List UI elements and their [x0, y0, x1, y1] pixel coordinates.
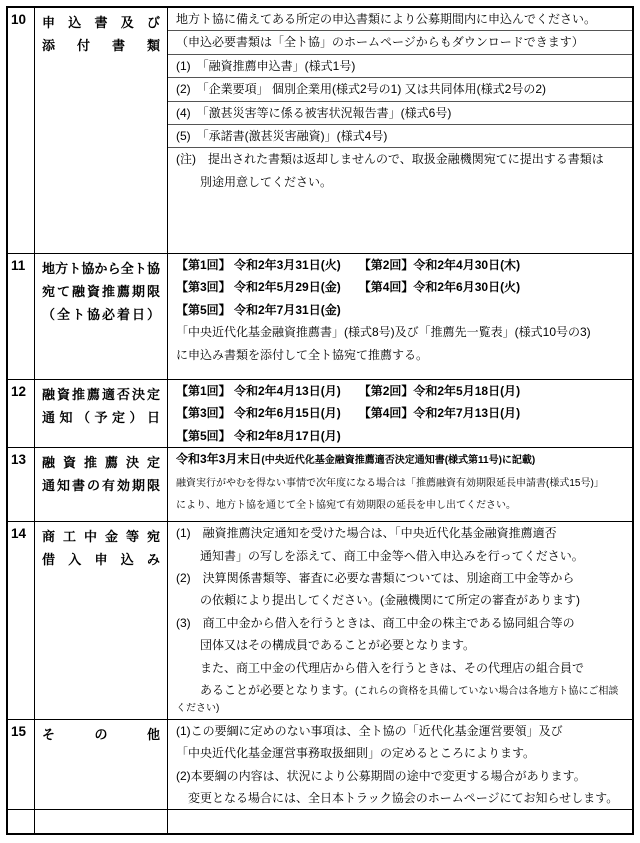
text-segment: 融資実行がやむを得ない事情で次年度になる場合は「推薦融資有効期限延長申請書(様式15号)」: [176, 477, 604, 489]
text-segment: (5) 「承諾書(激甚災害融資)」(様式4号): [176, 128, 388, 143]
text-segment: 団体又はその構成員であることが必要となります。: [176, 638, 476, 653]
text-segment: (2) 「企業要項」 個別企業用(様式2号の1) 又は共同体用(様式2号の2): [176, 82, 547, 97]
text-segment: また、商工中金の代理店から借入を行うときは、その代理店の組合員で: [176, 660, 585, 675]
text-segment: (2)本要綱の内容は、状況により公募期間の途中で変更する場合があります。: [176, 768, 586, 783]
text-segment: 「中央近代化基金融資推薦書」(様式8号)及び「推薦先一覧表」(様式10号の3): [176, 325, 591, 340]
row-label: [35, 448, 168, 521]
row-number: 11: [8, 254, 35, 379]
content-line: [168, 471, 632, 494]
row-label: [35, 810, 168, 833]
row-label-line: 通知書の有効期限: [42, 477, 160, 493]
row-content: [168, 810, 632, 833]
text-segment: (これらの資格を具備していない場合は各地方ト協にご相談ください): [176, 685, 619, 715]
application-table: [6, 6, 634, 835]
content-line: [168, 425, 632, 447]
text-segment: 通知書」の写しを添えて、商工中金等へ借入申込みを行ってください。: [176, 548, 584, 563]
row-label-line: 融資推薦決定: [42, 455, 160, 471]
row-number: 15: [8, 720, 35, 810]
content-line: [168, 612, 632, 634]
text-segment: あることが必要となります。: [176, 682, 356, 697]
table-row: [8, 379, 632, 447]
row-number: 12: [8, 380, 35, 447]
content-line: [168, 276, 632, 298]
text-segment: (1) 「融資推薦申込書」(様式1号): [176, 58, 356, 73]
text-segment: (中央近代化基金融資推薦適否決定通知書(様式第11号)に記載): [261, 455, 536, 467]
content-line: [168, 720, 632, 742]
content-line: [168, 8, 632, 31]
row-label-line: 通知（予定）日: [42, 409, 160, 425]
row-label: [35, 720, 168, 810]
row-label: [35, 8, 168, 253]
text-segment: 【第5回】 令和2年8月17日(月): [176, 428, 341, 443]
content-line: [168, 567, 632, 589]
row-label: [35, 522, 168, 719]
row-content: [168, 522, 632, 719]
table-row: [8, 521, 632, 719]
content-line: [168, 522, 632, 544]
text-segment: 【第1回】 令和2年4月13日(月) 【第2回】令和2年5月18日(月): [176, 384, 521, 398]
table-row: [8, 809, 632, 833]
row-label-line: その他: [42, 726, 160, 742]
text-segment: (4) 「激甚災害等に係る被害状況報告書」(様式6号): [176, 105, 452, 120]
content-line: [168, 148, 632, 170]
content-line: [168, 78, 632, 101]
content-line: [168, 102, 632, 125]
row-label-line: 申込書及び: [42, 15, 160, 30]
row-label-line: （全ト協必着日）: [42, 306, 160, 322]
text-segment: 【第5回】 令和2年7月31日(金): [176, 302, 341, 317]
row-number: 13: [8, 448, 35, 521]
text-segment: 【第1回】 令和2年3月31日(火) 【第2回】令和2年4月30日(木): [176, 258, 521, 272]
row-content: [168, 380, 632, 447]
text-segment: 変更となる場合には、全日本トラック協会のホームページにてお知らせします。: [176, 791, 619, 806]
text-segment: 【第3回】 令和2年6月15日(月) 【第4回】令和2年7月13日(月): [176, 406, 521, 421]
row-label-line: 地方ト協から全ト協: [42, 261, 160, 276]
row-label-line: 融資推薦適否決定: [42, 387, 160, 402]
content-line: [168, 344, 632, 366]
content-line: [168, 380, 632, 402]
table-row: [8, 253, 632, 379]
content-line: [168, 493, 632, 516]
row-content: [168, 8, 632, 253]
text-segment: の依頼により提出してください。(金融機関にて所定の審査があります): [176, 593, 580, 608]
content-line: [168, 299, 632, 321]
text-segment: に申込み書類を添付して全ト協宛て推薦する。: [176, 347, 429, 362]
content-line: [168, 787, 632, 809]
content-line: [168, 545, 632, 567]
table-row: [8, 447, 632, 521]
text-segment: (1) 融資推薦決定通知を受けた場合は、「中央近代化基金融資推薦適否: [176, 526, 557, 541]
text-segment: 令和3年3月末日: [176, 452, 262, 467]
content-line: [168, 657, 632, 679]
text-segment: 「中央近代化基金運営事務取扱細則」の定めるところによります。: [176, 746, 536, 761]
row-content: [168, 720, 632, 810]
row-number: [8, 810, 35, 833]
content-line: [168, 125, 632, 148]
table-row: [8, 8, 632, 253]
row-label-line: 商工中金等宛: [42, 529, 160, 545]
content-line: [168, 679, 632, 719]
row-number: 14: [8, 522, 35, 719]
row-label-line: 添付書類: [42, 37, 160, 53]
text-segment: (2) 決算関係書類等、審査に必要な書類については、別途商工中金等から: [176, 570, 575, 585]
content-line: [168, 448, 632, 471]
row-label-line: 借入申込み: [42, 551, 160, 567]
content-line: [168, 402, 632, 424]
row-label: [35, 254, 168, 379]
content-line: [168, 765, 632, 787]
content-line: [168, 634, 632, 656]
content-line: [168, 254, 632, 276]
text-segment: （申込必要書類は「全ト協」のホームページからもダウンロードできます）: [176, 35, 584, 50]
content-line: [168, 321, 632, 343]
row-content: [168, 448, 632, 521]
text-segment: (1)この要綱に定めのない事項は、全ト協の「近代化基金運営要領」及び: [176, 723, 563, 738]
text-segment: 【第3回】 令和2年5月29日(金) 【第4回】令和2年6月30日(火): [176, 280, 521, 295]
text-segment: 地方ト協に備えてある所定の申込書類により公募期間内に申込んでください。: [176, 12, 597, 26]
text-segment: 別途用意してください。: [176, 174, 333, 189]
row-label: [35, 380, 168, 447]
content-line: [168, 742, 632, 764]
content-line: [168, 589, 632, 611]
table-row: [8, 719, 632, 810]
content-line: [168, 171, 632, 193]
text-segment: により、地方ト協を通じて全ト協宛て有効期限の延長を申し出てください。: [176, 500, 516, 512]
text-segment: (3) 商工中金から借入を行うときは、商工中金の株主である協同組合等の: [176, 615, 575, 630]
row-number: 10: [8, 8, 35, 253]
content-line: [168, 31, 632, 54]
content-line: [168, 55, 632, 78]
row-content: [168, 254, 632, 379]
text-segment: (注) 提出された書類は返却しませんので、取扱金融機関宛てに提出する書類は: [176, 152, 604, 167]
row-label-line: 宛て融資推薦期限: [42, 283, 160, 299]
